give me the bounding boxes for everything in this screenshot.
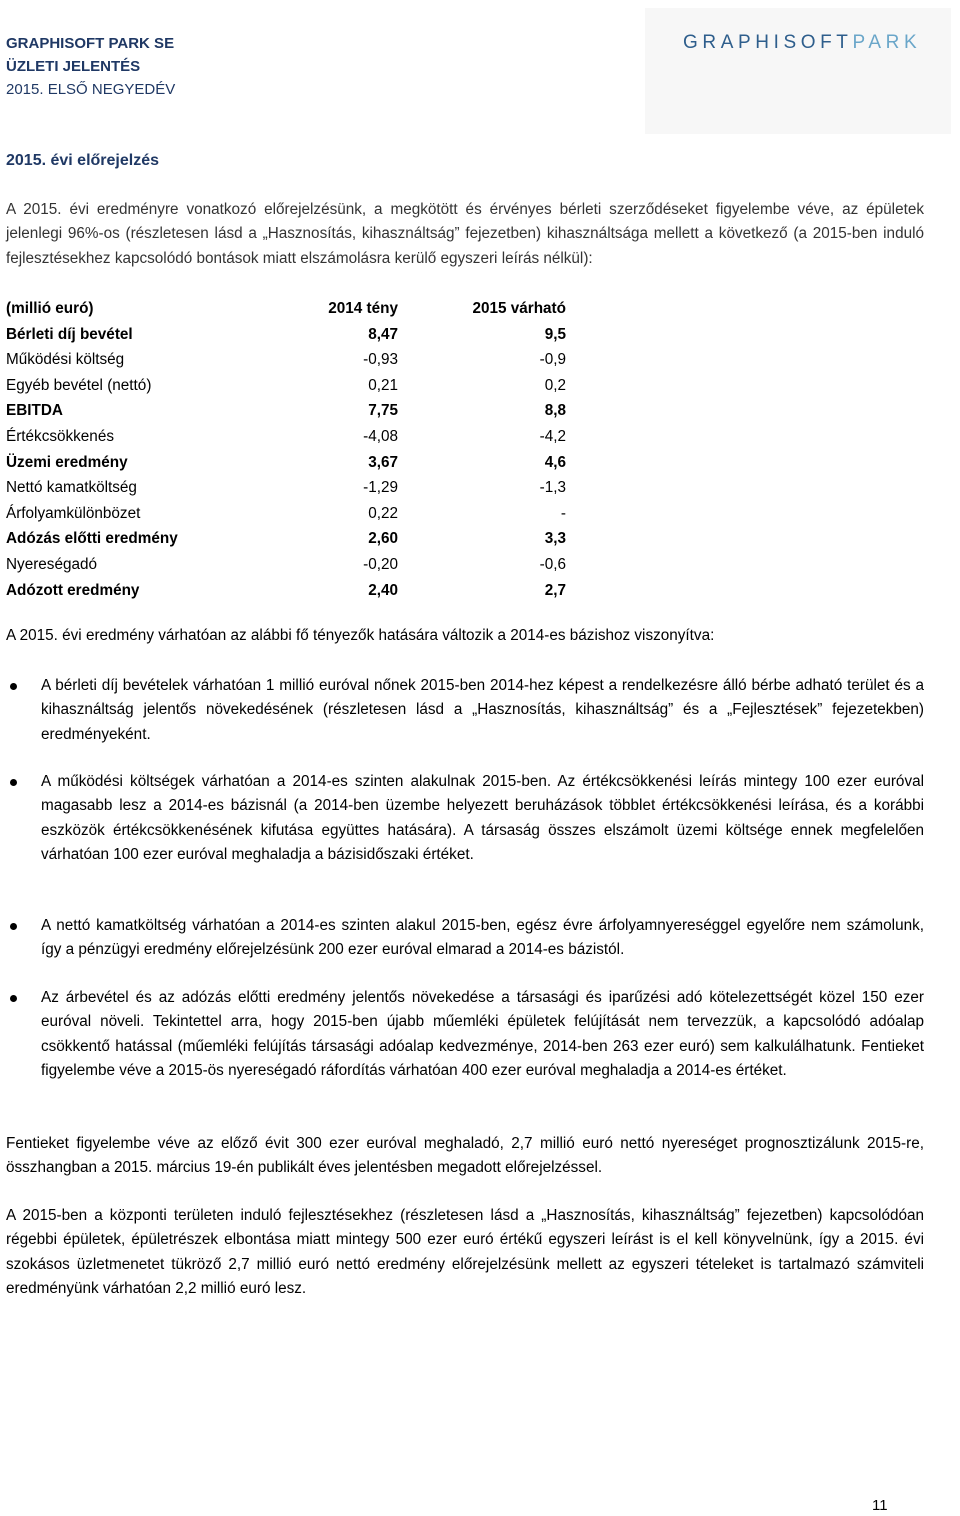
list-item-text: A nettó kamatköltség várhatóan a 2014-es szinten alakul 2015-ben, egész évre árfolyamnyereséggel egyelőre nem számolunk, így a pénzügyi eredmény előrejelzésünk 200 ezer euróval elmarad a 2014-es bázistól. [41, 917, 924, 959]
header-label: (millió euró) [6, 300, 94, 317]
value-2015: 9,5 [544, 325, 566, 343]
closing-paragraph-2: A 2015-ben a központi területen induló fejlesztésekhez (részletesen lásd a „Hasznosítás, kihasználtság” fejezetben) kapcsolódóan régebbi épületek, épületrészek elbontása miatt mintegy 500 ezer euró értékű egyszeri leírást is el kell könyvelnünk, így a 2015. évi szokásos üzletmenetet tükröző 2,7 millió euró nettó eredmény előrejelzésünk mellett az egyszeri tételeket is tartalmazó számviteli eredményünk várhatóan 2,2 millió euró lesz. [6, 1207, 924, 1297]
table-row [6, 424, 566, 450]
page-number: 11 [872, 1497, 888, 1514]
report-period: 2015. ELSŐ NEGYEDÉV [6, 81, 176, 98]
row-label: Nyereségadó [6, 555, 97, 573]
row-label: EBITDA [6, 402, 63, 420]
table-row [6, 450, 566, 476]
bullet-icon [10, 923, 17, 930]
row-label: Értékcsökkenés [6, 427, 114, 445]
row-label: Üzemi eredmény [6, 453, 128, 471]
table-row [6, 578, 566, 604]
header-2015: 2015 várható [472, 300, 566, 317]
value-2014: -0,93 [363, 351, 398, 369]
row-label: Bérleti díj bevétel [6, 325, 133, 343]
row-label: Egyéb bevétel (nettó) [6, 376, 152, 394]
value-2015: 4,6 [544, 453, 566, 471]
closing-paragraph-1: Fentieket figyelembe véve az előző évit 300 ezer euróval meghaladó, 2,7 millió euró nettó nyereséget prognosztizálunk 2015-re, összhangban a 2015. március 19-én publikált éves jelentésben megadott előrejelzéssel. [6, 1135, 924, 1177]
value-2015: 3,3 [544, 530, 566, 548]
logo-park: PARK [852, 32, 922, 53]
table-header-row [6, 296, 566, 322]
value-2014: -4,08 [363, 427, 398, 445]
table-row [6, 552, 566, 578]
value-2014: -1,29 [363, 479, 398, 497]
report-header [6, 32, 175, 101]
intro-paragraph: A 2015. évi eredményre vonatkozó előrejelzésünk, a megkötött és érvényes bérleti szerződéseket figyelembe véve, az épületek jelenlegi 96%-os (részletesen lásd a „Hasznosítás, kihasználtság” fejezetben) kihasználtsága mellett a következő (a 2015-ben induló fejlesztésekhez kapcsolódó bontások miatt elszámolásra kerülő egyszeri leírás nélkül): [6, 201, 924, 267]
value-2015: - [560, 504, 566, 522]
value-2014: 8,47 [368, 325, 398, 343]
value-2014: 7,75 [368, 402, 398, 420]
bullet-icon [10, 779, 17, 786]
logo-graphisoft: GRAPHISOFT [683, 32, 853, 53]
value-2015: -0,6 [539, 555, 566, 573]
value-2015: 8,8 [544, 402, 566, 420]
table-row [6, 475, 566, 501]
value-2014: 0,22 [368, 504, 398, 522]
value-2015: -0,9 [539, 351, 566, 369]
report-type: ÜZLETI JELENTÉS [6, 58, 141, 75]
value-2015: 2,7 [544, 581, 566, 599]
value-2014: 2,40 [368, 581, 398, 599]
table-row [6, 501, 566, 527]
table-row [6, 526, 566, 552]
value-2014: 2,60 [368, 530, 398, 548]
list-item-text: A működési költségek várhatóan a 2014-es szinten alakulnak 2015-ben. Az értékcsökkenési leírás mintegy 100 ezer euróval magasabb lesz a 2014-es bázisnál (a 2014-ben üzembe helyezett beruházások többlet értékcsökkenési leírása, és a korábbi eszközök értékcsökkenésének kifutása együttes hatására). A társaság összes elszámolt üzemi költsége ennek megfelelően várhatóan 100 ezer euróval meghaladja a bázisidőszaki értéket. [41, 773, 924, 863]
list-item-text: A bérleti díj bevételek várhatóan 1 millió euróval nőnek 2015-ben 2014-hez képest a rendelkezésre álló bérbe adható terület és a kihasználtság jelentős növekedésének (részletesen lásd a „Hasznosítás, kihasználtság” és a „Fejlesztések” fejezetekben) eredményeként. [41, 677, 924, 743]
value-2014: 3,67 [368, 453, 398, 471]
row-label: Adózott eredmény [6, 581, 140, 599]
row-label: Árfolyamkülönbözet [6, 504, 141, 522]
bullet-icon [10, 995, 17, 1002]
list-item-text: Az árbevétel és az adózás előtti eredmény jelentős növekedése a társasági és iparűzési adó kötelezettségét közel 150 ezer euróval növeli. Tekintettel arra, hogy 2015-ben újabb műemléki épületek felújítását nem tervezzük, a kapcsolódó adóalap csökkentő hatással (műemléki felújítás társasági adóalap kedvezménye, 2014-ben 263 ezer euró) sem kalkulálhatunk. Fentieket figyelembe véve a 2015-ös nyereségadó ráfordítás várhatóan 400 ezer euróval meghaladja a 2014-es értéket. [41, 989, 924, 1079]
section-title: 2015. évi előrejelzés [6, 152, 159, 169]
table-row [6, 373, 566, 399]
value-2014: 0,21 [368, 376, 398, 394]
factors-intro: A 2015. évi eredmény várhatóan az alábbi fő tényezők hatására változik a 2014-es bázishoz viszonyítva: [6, 627, 715, 644]
table-row [6, 322, 566, 348]
value-2015: -1,3 [539, 479, 566, 497]
header-2014: 2014 tény [328, 300, 398, 317]
row-label: Nettó kamatköltség [6, 479, 137, 497]
value-2015: -4,2 [539, 427, 566, 445]
value-2015: 0,2 [544, 376, 566, 394]
logo-background [645, 8, 951, 134]
table-body [6, 322, 566, 604]
company-logo [683, 32, 921, 54]
row-label: Működési költség [6, 351, 125, 369]
value-2014: -0,20 [363, 555, 398, 573]
financial-table [6, 296, 566, 603]
bullet-icon [10, 683, 17, 690]
table-row [6, 347, 566, 373]
company-name: GRAPHISOFT PARK SE [6, 35, 175, 52]
row-label: Adózás előtti eredmény [6, 530, 178, 548]
table-row [6, 398, 566, 424]
